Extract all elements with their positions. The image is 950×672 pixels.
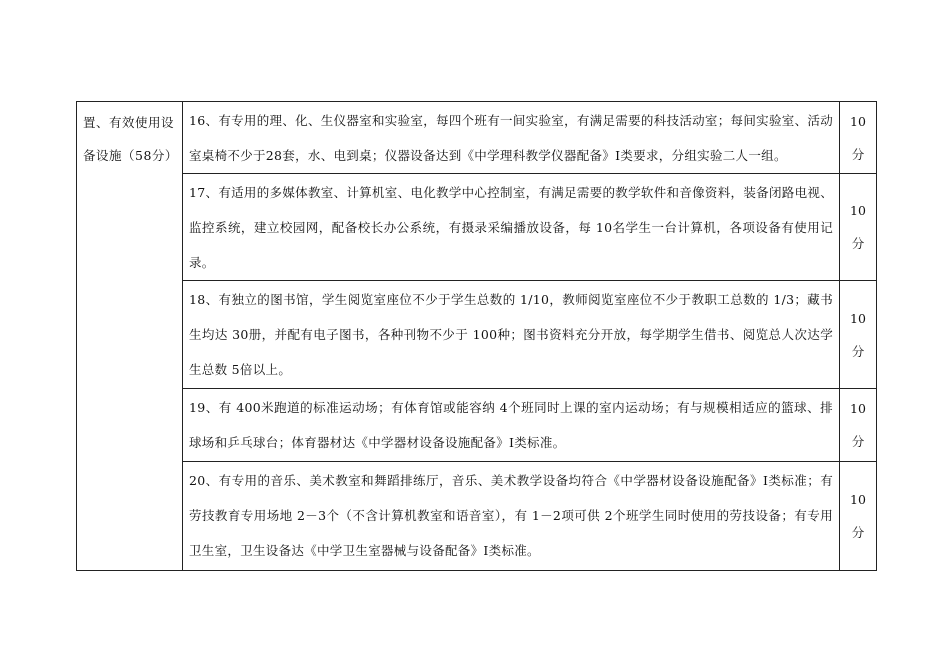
table-row xyxy=(77,102,877,174)
score-cell xyxy=(840,174,877,281)
category-label xyxy=(77,102,182,172)
category-line-1: 置、有效使用设 xyxy=(83,115,175,130)
category-cell xyxy=(77,102,183,571)
score-cell xyxy=(840,389,877,462)
score-cell xyxy=(840,462,877,571)
score-value: 10 分 xyxy=(850,401,866,449)
content-cell xyxy=(183,389,840,462)
score-cell xyxy=(840,102,877,174)
standards-table xyxy=(76,101,877,571)
item-text: 18、有独立的图书馆，学生阅览室座位不少于学生总数的 1/10，教师阅览室座位不少于教职工总数的 1/3；藏书生均达 30册，并配有电子图书，各种刊物不少于 100种；图书资料充分开放，每学期学生借书、阅览总人次达学生总数 5倍以上。 xyxy=(189,292,833,377)
content-cell xyxy=(183,174,840,281)
table-row xyxy=(77,281,877,389)
table-row xyxy=(77,389,877,462)
score-value: 10 分 xyxy=(850,113,866,162)
content-cell xyxy=(183,462,840,571)
score-value: 10 分 xyxy=(850,492,866,540)
category-line-2: 备设施（58分） xyxy=(83,148,178,163)
item-text: 17、有适用的多媒体教室、计算机室、电化教学中心控制室，有满足需要的教学软件和音像资料，装备闭路电视、监控系统，建立校园网，配备校长办公系统，有摄录采编播放设备，每 10名学生一台计算机，各项设备有使用记录。 xyxy=(189,185,833,270)
table-row xyxy=(77,462,877,571)
item-text: 16、有专用的理、化、生仪器室和实验室，每四个班有一间实验室，有满足需要的科技活动室；每间实验室、活动室桌椅不少于28套，水、电到桌；仪器设备达到《中学理科教学仪器配备》I类要求，分组实验二人一组。 xyxy=(189,113,833,163)
content-cell xyxy=(183,102,840,174)
score-value: 10 分 xyxy=(850,203,866,251)
score-value: 10 分 xyxy=(850,310,866,359)
table-row xyxy=(77,174,877,281)
score-cell xyxy=(840,281,877,389)
item-text: 19、有 400米跑道的标准运动场；有体育馆或能容纳 4个班同时上课的室内运动场；有与规模相适应的篮球、排球场和乒乓球台；体育器材达《中学器材设备设施配备》I类标准。 xyxy=(189,400,833,450)
item-text: 20、有专用的音乐、美术教室和舞蹈排练厅，音乐、美术教学设备均符合《中学器材设备设施配备》I类标准；有劳技教育专用场地 2－3个（不含计算机教室和语音室），有 1－2项可供 2个班学生同时使用的劳技设备；有专用卫生室，卫生设备达《中学卫生室器械与设备配备》I类标准。 xyxy=(189,473,833,558)
content-cell xyxy=(183,281,840,389)
